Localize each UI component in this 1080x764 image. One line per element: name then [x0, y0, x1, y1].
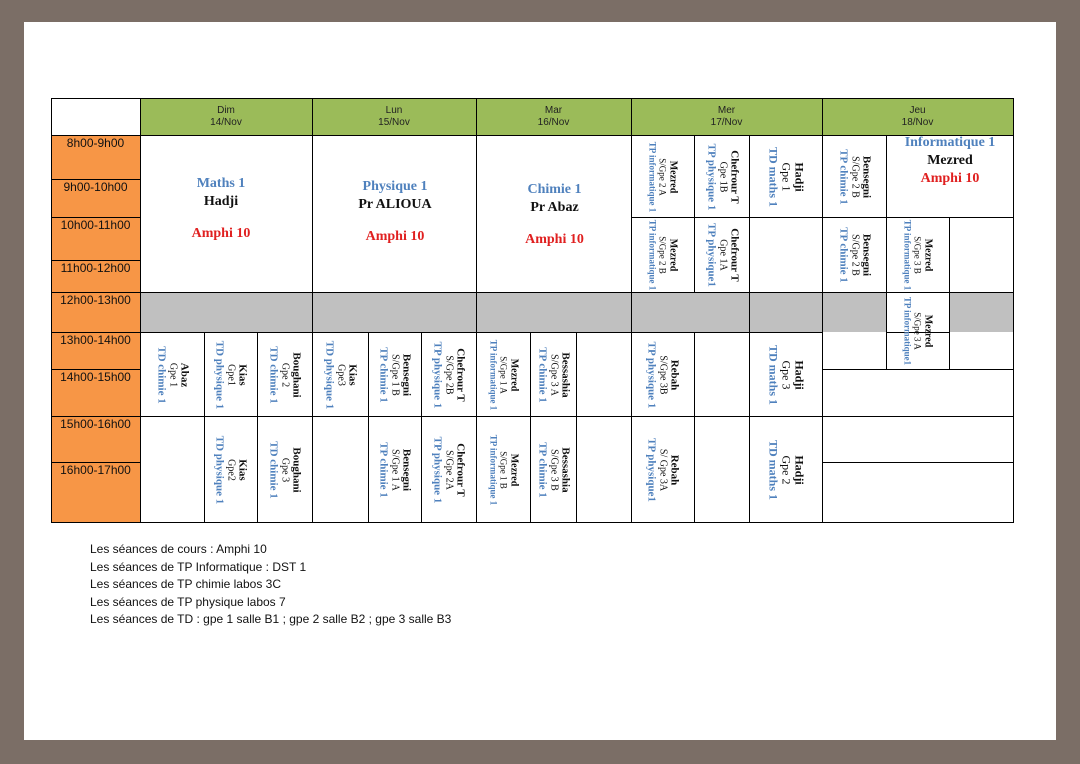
legend-line: Les séances de TD : gpe 1 salle B1 ; gpe 2 salle B2 ; gpe 3 salle B3 [90, 612, 452, 626]
session-cell: TP informatique 1 S/Gpe 1 B Mezred [488, 434, 519, 505]
session-cell: TD physique 1 Gpe3 Kias [323, 340, 358, 410]
session-cell: TD physique 1 Gpe1 Kias [213, 340, 249, 410]
course-subject: Informatique 1 [904, 135, 996, 150]
session-cell: TD physique 1 Gpe2 Kias [213, 435, 249, 504]
session-cell: TP informatique 1 S/Gpe 2 A Mezred [647, 141, 679, 212]
header-day-jeu: Jeu 18/Nov [822, 99, 1013, 135]
course-subject: Chimie 1 [527, 182, 582, 197]
session-cell: TP physique 1 Gpe 1B Chefrour T [705, 143, 740, 210]
course-teacher: Hadji [203, 194, 239, 209]
time-slot: 15h00-16h00 [51, 416, 140, 462]
legend-line: Les séances de TP physique labos 7 [90, 594, 286, 609]
session-cell: TP informatique 1 S/Gpe 1 A Mezred [488, 339, 519, 411]
legend-line: Les séances de cours : Amphi 10 [90, 542, 267, 556]
header-day-lun: Lun 15/Nov [312, 99, 476, 135]
session-cell: TP physique 1 S/Gpe 2B Chefrour T [431, 341, 467, 409]
course-room: Amphi 10 [525, 232, 584, 247]
session-cell: TP physique 1 S/Gpe 3B Rebah [645, 341, 681, 409]
course-teacher: Mezred [927, 153, 973, 168]
time-slot: 12h00-13h00 [51, 292, 140, 332]
session-cell: TP chimie 1 S/Gpe 2 B Bensegni [837, 148, 872, 205]
session-cell: TP chimie 1 S/Gpe 3 A Bessashia [536, 347, 571, 403]
time-slot: 9h00-10h00 [51, 179, 140, 217]
course-block [141, 175, 301, 243]
course-block [313, 178, 477, 246]
course-room: Amphi 10 [191, 226, 251, 241]
session-cell: TD maths 1 Gpe 3 Hadji [766, 344, 807, 406]
course-teacher: Pr ALIOUA [358, 197, 432, 212]
course-room: Amphi 10 [920, 171, 980, 186]
session-cell: TP informatique 1 S/Gpe 2 B Mezred [647, 219, 679, 291]
legend [90, 541, 451, 629]
time-slot: 10h00-11h00 [51, 217, 140, 260]
legend-line: Les séances de TP chimie labos 3C [90, 577, 281, 591]
session-cell: TP physique1 S/ Gpe 3A Rebah [645, 437, 681, 502]
time-slot: 13h00-14h00 [51, 332, 140, 369]
legend-line: Les séances de TP Informatique : DST 1 [90, 559, 307, 574]
course-subject: Physique 1 [362, 179, 428, 194]
time-slot: 8h00-9h00 [51, 135, 140, 179]
time-slot: 14h00-15h00 [51, 369, 140, 416]
header-day-mar: Mar 16/Nov [476, 99, 631, 135]
session-cell: TP chimie 1 S/Gpe 1 A Bensegni [377, 441, 413, 498]
session-cell: TP informatique1 S/Gpe 3 A Mezred [902, 296, 934, 366]
session-cell: TD chimie 1 Gpe 1 Abaz [155, 346, 190, 404]
course-subject: Maths 1 [196, 176, 246, 191]
header-day-dim: Dim 14/Nov [140, 99, 312, 135]
session-cell: TD chimie 1 Gpe 3 Boughani [267, 440, 303, 499]
session-cell: TD maths 1 Gpe 2 Hadji [766, 439, 807, 500]
session-cell: TP physique1 Gpe 1A Chefrour T [705, 223, 740, 287]
session-cell: TP chimie 1 S/Gpe 2 B Bensegni [837, 227, 872, 283]
course-room: Amphi 10 [365, 229, 425, 244]
time-slot: 16h00-17h00 [51, 462, 140, 522]
session-cell: TP physique 1 S/Gpe 2A Chefrour T [431, 436, 467, 503]
session-cell: TP informatique 1 S/Gpe 3 B Mezred [902, 219, 934, 291]
course-block [477, 181, 632, 249]
session-cell: TP chimie 1 S/Gpe 3 B Bessashia [536, 441, 571, 498]
session-cell: TD chimie 1 Gpe 2 Boughani [267, 346, 303, 404]
session-cell: TD maths 1 Gpe 1 Hadji [766, 146, 807, 207]
session-cell: TP chimie 1 S/Gpe 1 B Bensegni [377, 347, 413, 403]
course-block [887, 134, 1013, 188]
course-teacher: Pr Abaz [530, 200, 579, 215]
time-slot: 11h00-12h00 [51, 260, 140, 292]
header-day-mer: Mer 17/Nov [631, 99, 822, 135]
